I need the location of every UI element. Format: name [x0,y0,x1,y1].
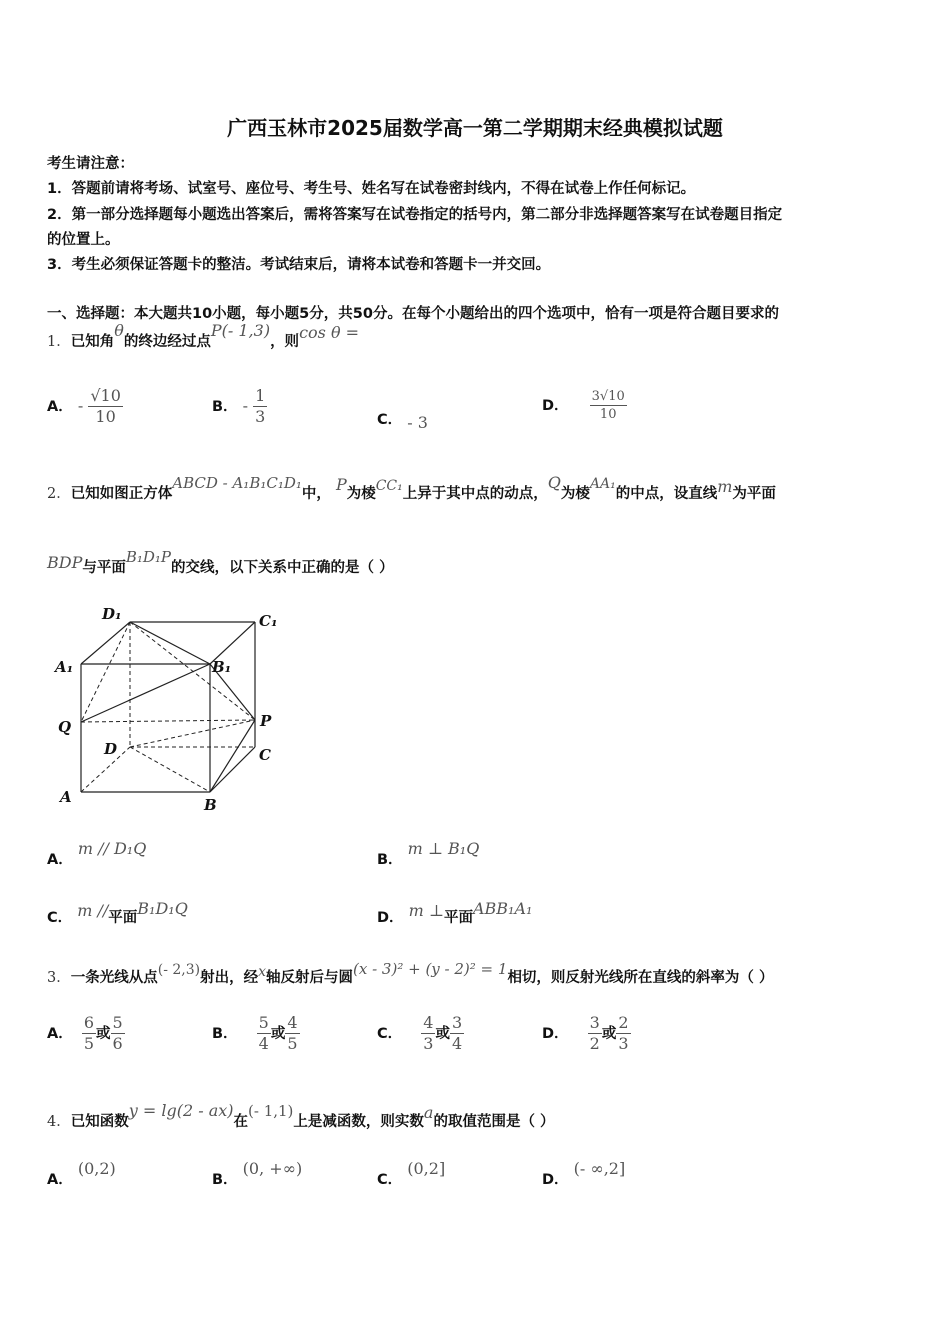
label-c1: C₁ [259,612,278,630]
option-expr: (- ∞,2] [573,1159,626,1178]
option-label: B． [212,399,238,415]
label-a: A [60,788,72,806]
option-label: D． [542,398,569,414]
option-plane: 平面 [108,910,138,926]
notice-item-2: 2．第一部分选择题每小题选出答案后，需将答案写在试卷指定的括号内，第二部分非选择题答案写在试卷题目指定 [47,207,783,223]
segment-d1b1 [130,622,210,664]
option-or: 或 [270,1026,286,1042]
q1-text-1: 已知角 [70,334,115,350]
label-d1: D₁ [102,605,122,623]
option-label: A． [47,1026,73,1042]
q4-a: a [423,1103,434,1122]
notice-item-3: 3．考生必须保证答题卡的整洁。考试结束后，请将本试卷和答题卡一并交回。 [47,257,551,273]
edge-a1d1 [81,622,130,664]
question-2-line-1 [47,473,776,503]
q1-option-a[interactable] [47,386,123,427]
segment-d1p [130,622,255,720]
option-label: A． [47,399,73,415]
q3-option-b[interactable] [212,1013,300,1054]
option-or: 或 [601,1026,617,1042]
q3-x: x [258,964,267,980]
option-fraction-2: $\frac{2}{3}$ [618,1013,629,1053]
option-label: C． [47,910,73,926]
q3-point: (- 2,3) [157,962,201,978]
question-3 [47,960,774,987]
q1-point: P(- 1,3) [210,321,271,340]
q2-number: 2． [47,486,71,502]
option-label: B． [212,1026,238,1042]
q4-option-a[interactable] [47,1159,116,1189]
q3-text: 相切，则反射光线所在直线的斜率为（ ） [507,970,774,986]
option-label: C． [377,1172,403,1188]
q2-text: 为棱 [346,486,376,502]
q2-text: 中， [301,486,331,502]
q2-text: 上异于其中点的动点， [402,486,548,502]
option-expr: m ⊥ B₁Q [407,839,480,858]
page-title: 广西玉林市2025届数学高一第二学期期末经典模拟试题 [227,116,723,140]
option-label: C． [377,412,403,428]
option-fraction-1: $\frac{3}{2}$ [589,1013,600,1053]
edge-bc [210,747,255,792]
q3-number: 3． [47,970,71,986]
option-fraction-2: $\frac{4}{5}$ [287,1013,298,1053]
q3-option-c[interactable] [377,1013,464,1054]
notice-heading: 考生请注意： [47,156,134,172]
option-expr: ABB₁A₁ [472,899,533,918]
option-or: 或 [96,1026,111,1042]
q3-option-a[interactable] [47,1013,125,1054]
q2-option-d[interactable] [377,899,533,927]
q2-cube: ABCD - A₁B₁C₁D₁ [172,474,302,492]
option-label: A． [47,1172,73,1188]
q2-option-c[interactable] [47,899,188,927]
q1-theta: θ [114,321,124,340]
q4-text: 已知函数 [70,1114,129,1130]
segment-qp [81,720,255,722]
option-label: A． [47,852,73,868]
question-1 [47,321,360,351]
option-expr: (0,2] [407,1159,446,1178]
q1-option-c[interactable] [377,408,428,432]
question-4 [47,1101,555,1131]
option-expr: B₁D₁Q [137,899,188,918]
q2-option-b[interactable] [377,839,480,869]
q2-text: 的交线，以下关系中正确的是（ ） [171,560,394,576]
option-label: D． [542,1172,569,1188]
q1-text-3: ，则 [270,334,300,350]
q4-func: y = lg(2 - ax) [128,1101,234,1120]
option-fraction: $\frac{√10}{10}$ [90,386,121,426]
option-label: D． [542,1026,569,1042]
option-pre: m ⊥ [408,901,444,920]
q3-circle: (x - 3)² + (y - 2)² = 1 [353,960,508,978]
q3-text: 射出，经 [200,970,259,986]
option-value: - 3 [407,413,428,432]
option-sign: - [242,396,249,415]
q4-option-c[interactable] [377,1159,446,1189]
segment-qb1 [81,664,210,722]
option-plane: 平面 [443,910,473,926]
option-pre: m // [77,901,109,920]
option-label: B． [212,1172,238,1188]
label-a1: A₁ [55,658,74,676]
option-fraction: $\frac{1}{3}$ [255,386,266,426]
option-expr: (0, +∞) [242,1159,303,1178]
segment-bp [210,720,255,792]
q1-option-b[interactable] [212,386,267,427]
q4-text: 上是减函数，则实数 [293,1114,424,1130]
segment-dp [130,720,255,747]
label-q: Q [58,718,72,736]
option-label: C． [377,1026,403,1042]
q1-option-d[interactable] [542,388,627,423]
option-fraction-2: $\frac{5}{6}$ [112,1013,123,1053]
q4-option-d[interactable] [542,1159,626,1189]
question-2-line-2 [47,548,394,577]
q4-interval: (- 1,1) [248,1102,294,1120]
q2-text: 已知如图正方体 [70,486,173,502]
label-p: P [260,712,272,730]
q2-b1d1p: B₁D₁P [125,548,172,566]
option-fraction-1: $\frac{6}{5}$ [83,1013,95,1053]
label-b1: B₁ [212,658,232,676]
option-label: B． [377,852,403,868]
notice-item-1: 1．答题前请将考场、试室号、座位号、考生号、姓名写在试卷密封线内，不得在试卷上作任何标记。 [47,181,696,197]
notice-item-2-cont: 的位置上。 [47,232,120,248]
option-sign: - [77,396,84,415]
segment-db [130,747,210,792]
section-heading: 一、选择题：本大题共10小题，每小题5分，共50分。在每个小题给出的四个选项中，恰有一项是符合题目要求的 [47,306,779,322]
q4-number: 4． [47,1114,71,1130]
label-b: B [204,796,217,814]
q2-aa1: AA₁ [589,476,616,492]
label-c: C [259,746,271,764]
option-expr: (0,2) [77,1159,116,1178]
option-fraction-2: $\frac{3}{4}$ [451,1013,463,1053]
q2-q: Q [547,473,561,492]
q2-cc1: CC₁ [375,478,403,494]
q2-text: 的中点，设直线 [615,486,718,502]
option-fraction-1: $\frac{4}{3}$ [423,1013,434,1053]
q1-expr: cos θ = [299,323,360,342]
q2-p: P [335,475,347,494]
q4-option-b[interactable] [212,1159,303,1189]
q2-text: 为棱 [560,486,590,502]
option-fraction-1: $\frac{5}{4}$ [258,1013,269,1053]
q3-option-d[interactable] [542,1013,631,1054]
label-d: D [104,740,118,758]
segment-d1q [81,622,130,722]
q1-number: 1． [47,334,71,350]
q4-text: 的取值范围是（ ） [433,1114,555,1130]
option-fraction: $\frac{3√10}{10}$ [591,389,625,422]
option-or: 或 [435,1026,450,1042]
q2-option-a[interactable] [47,839,147,869]
q2-m: m [717,477,733,496]
option-expr: m // D₁Q [77,839,147,858]
q1-text-2: 的终边经过点 [123,334,211,350]
q2-bdp: BDP [47,553,83,572]
option-label: D． [377,910,404,926]
q3-text: 一条光线从点 [70,970,158,986]
q4-text: 在 [233,1114,249,1130]
q2-text: 与平面 [82,560,126,576]
q2-text: 为平面 [732,486,776,502]
q3-text: 轴反射后与圆 [266,970,354,986]
cube-figure [52,602,292,820]
